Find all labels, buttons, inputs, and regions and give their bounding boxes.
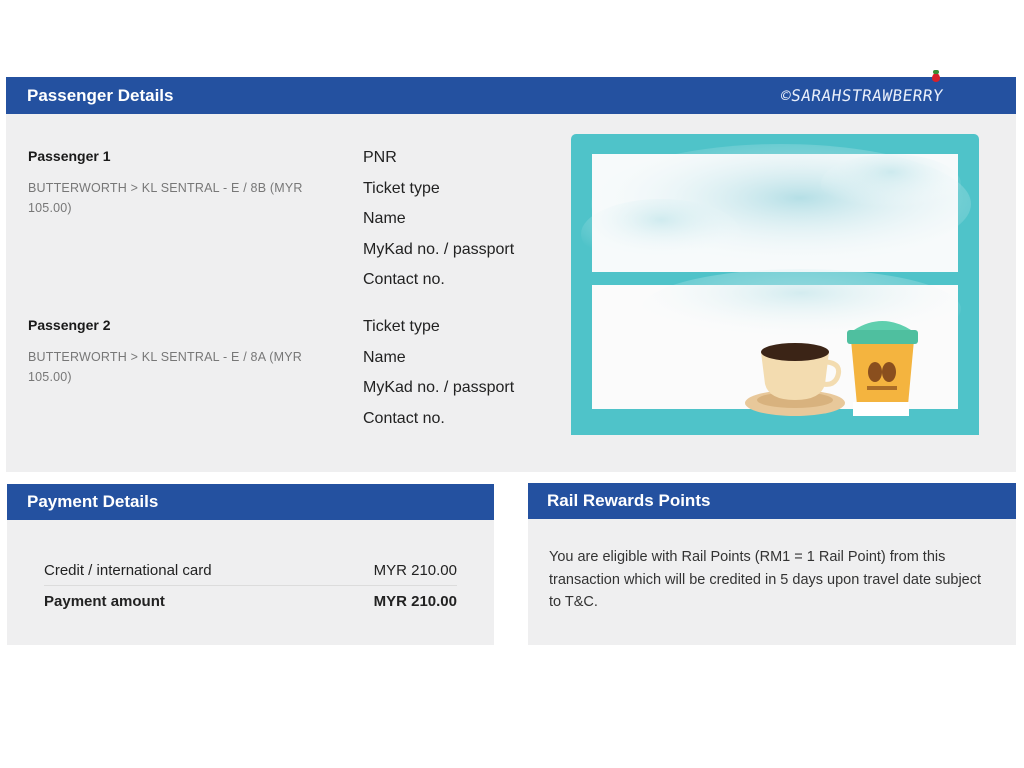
- payment-method-label: Credit / international card: [44, 562, 212, 579]
- payment-method-value: MYR 210.00: [373, 562, 457, 579]
- coffee-window-svg: [571, 134, 979, 435]
- passenger-details-card: [6, 77, 1016, 472]
- payment-details-title: Payment Details: [27, 492, 159, 511]
- payment-amount-value: MYR 210.00: [373, 593, 457, 610]
- field-id: MyKad no. / passport: [363, 240, 515, 258]
- passenger-2-route: BUTTERWORTH > KL SENTRAL - E / 8A (MYR 105.00): [28, 350, 302, 384]
- field-ticket-type: Ticket type: [363, 318, 440, 335]
- field-id: MyKad no. / passport: [363, 379, 515, 396]
- coffee-window-illustration: [571, 134, 979, 435]
- payment-divider: [44, 585, 457, 586]
- strawberry-icon: [932, 73, 940, 82]
- passenger-1-title: Passenger 1: [28, 148, 111, 164]
- field-ticket-type: Ticket type: [363, 179, 440, 197]
- payment-method-row: [44, 562, 457, 579]
- passenger-details-title: Passenger Details: [27, 85, 174, 105]
- payment-amount-label: Payment amount: [44, 593, 165, 610]
- passenger-2-info: [28, 317, 328, 387]
- payment-details-card: [7, 484, 494, 645]
- passenger-1-route: BUTTERWORTH > KL SENTRAL - E / 8B (MYR 105.00): [28, 181, 303, 215]
- field-name: Name: [363, 348, 406, 366]
- passenger-details-header: [6, 77, 1016, 114]
- passenger-2-title: Passenger 2: [28, 317, 111, 333]
- rail-rewards-card: [528, 483, 1016, 645]
- watermark-text: ©SARAHSTRAWBERRY: [779, 86, 945, 105]
- rail-rewards-title: Rail Rewards Points: [547, 491, 711, 510]
- field-pnr: PNR: [363, 149, 397, 166]
- rail-rewards-header: [528, 483, 1016, 519]
- rail-rewards-text: You are eligible with Rail Points (RM1 = 1 Rail Point) from this transaction which will be credited in 5 days upon travel date subject to T&C.: [549, 549, 982, 610]
- passenger-1-fields: [363, 148, 514, 301]
- field-name: Name: [363, 210, 406, 227]
- passenger-2-fields: [363, 317, 514, 439]
- passenger-1-info: [28, 148, 328, 218]
- field-contact: Contact no.: [363, 409, 445, 427]
- payment-amount-row: [44, 593, 457, 610]
- payment-details-header: [7, 484, 494, 520]
- field-contact: Contact no.: [363, 271, 445, 288]
